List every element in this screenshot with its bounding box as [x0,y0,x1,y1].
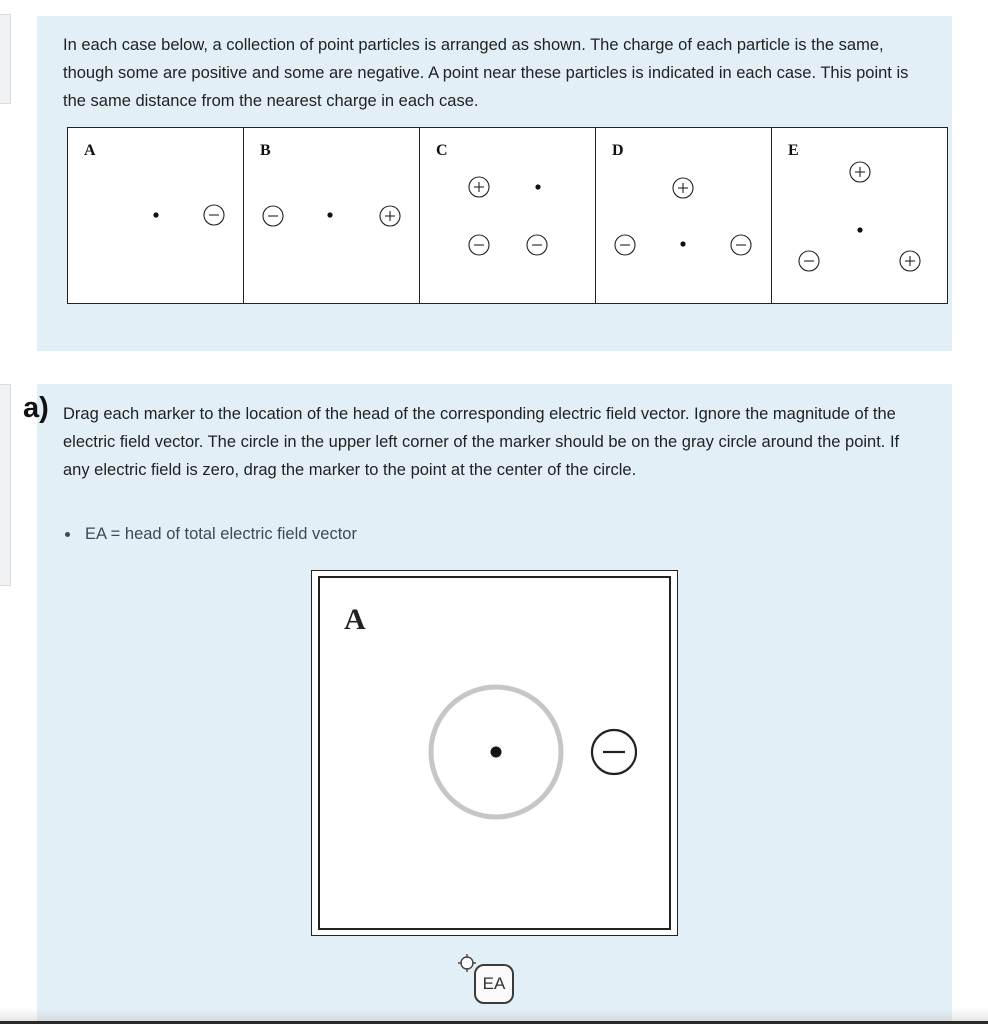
field-point [680,241,685,246]
ea-marker-label[interactable]: EA [474,964,514,1004]
positive-charge [673,178,693,198]
marker-list-item: EA = head of total electric field vector [63,521,357,547]
field-point [857,227,862,232]
case-b-diagram [244,128,420,305]
case-d-diagram [596,128,772,305]
negative-charge [204,205,224,225]
bottom-shadow [0,1008,988,1021]
case-label-e: E [788,142,799,159]
negative-charge [263,206,283,226]
negative-charge [469,235,489,255]
case-c-diagram [420,128,596,305]
field-point [153,212,158,217]
negative-charge [799,251,819,271]
question-text: Drag each marker to the location of the head of the corresponding electric field vector. Ignore the magnitude of the electric field vector. The circle in the upper left corner of the marker should be on the gray circle around the point. If any electric field is zero, drag the marker to the point at the center of the circle. [63,405,900,479]
field-point [491,747,502,758]
field-point [535,184,540,189]
positive-charge [850,162,870,182]
figure-diagram [312,571,679,937]
drag-figure[interactable] [311,570,678,936]
cases-table [67,127,948,304]
intro-text: In each case below, a collection of point particles is arranged as shown. The charge of each particle is the same, though some are positive and some are negative. A point near these particles is indicated in each case. This point is the same distance from the nearest charge in each case. [63,36,909,110]
case-e-diagram [772,128,948,305]
question-letter: a) [23,392,49,424]
ea-marker[interactable] [457,953,521,1013]
case-e [772,128,947,303]
field-point [327,212,332,217]
negative-charge [615,235,635,255]
figure-label: A [344,603,366,636]
case-label-b: B [260,142,271,159]
case-label-d: D [612,142,624,159]
left-tab-bottom [0,384,11,586]
positive-charge [900,251,920,271]
case-a-diagram [68,128,244,305]
case-label-c: C [436,142,448,159]
case-a [68,128,244,303]
negative-charge [592,730,636,774]
left-tab-top [0,14,11,104]
positive-charge [469,177,489,197]
positive-charge [380,206,400,226]
case-d [596,128,772,303]
negative-charge [731,235,751,255]
marker-list [63,521,357,547]
negative-charge [527,235,547,255]
case-c [420,128,596,303]
case-b [244,128,420,303]
case-label-a: A [84,142,96,159]
